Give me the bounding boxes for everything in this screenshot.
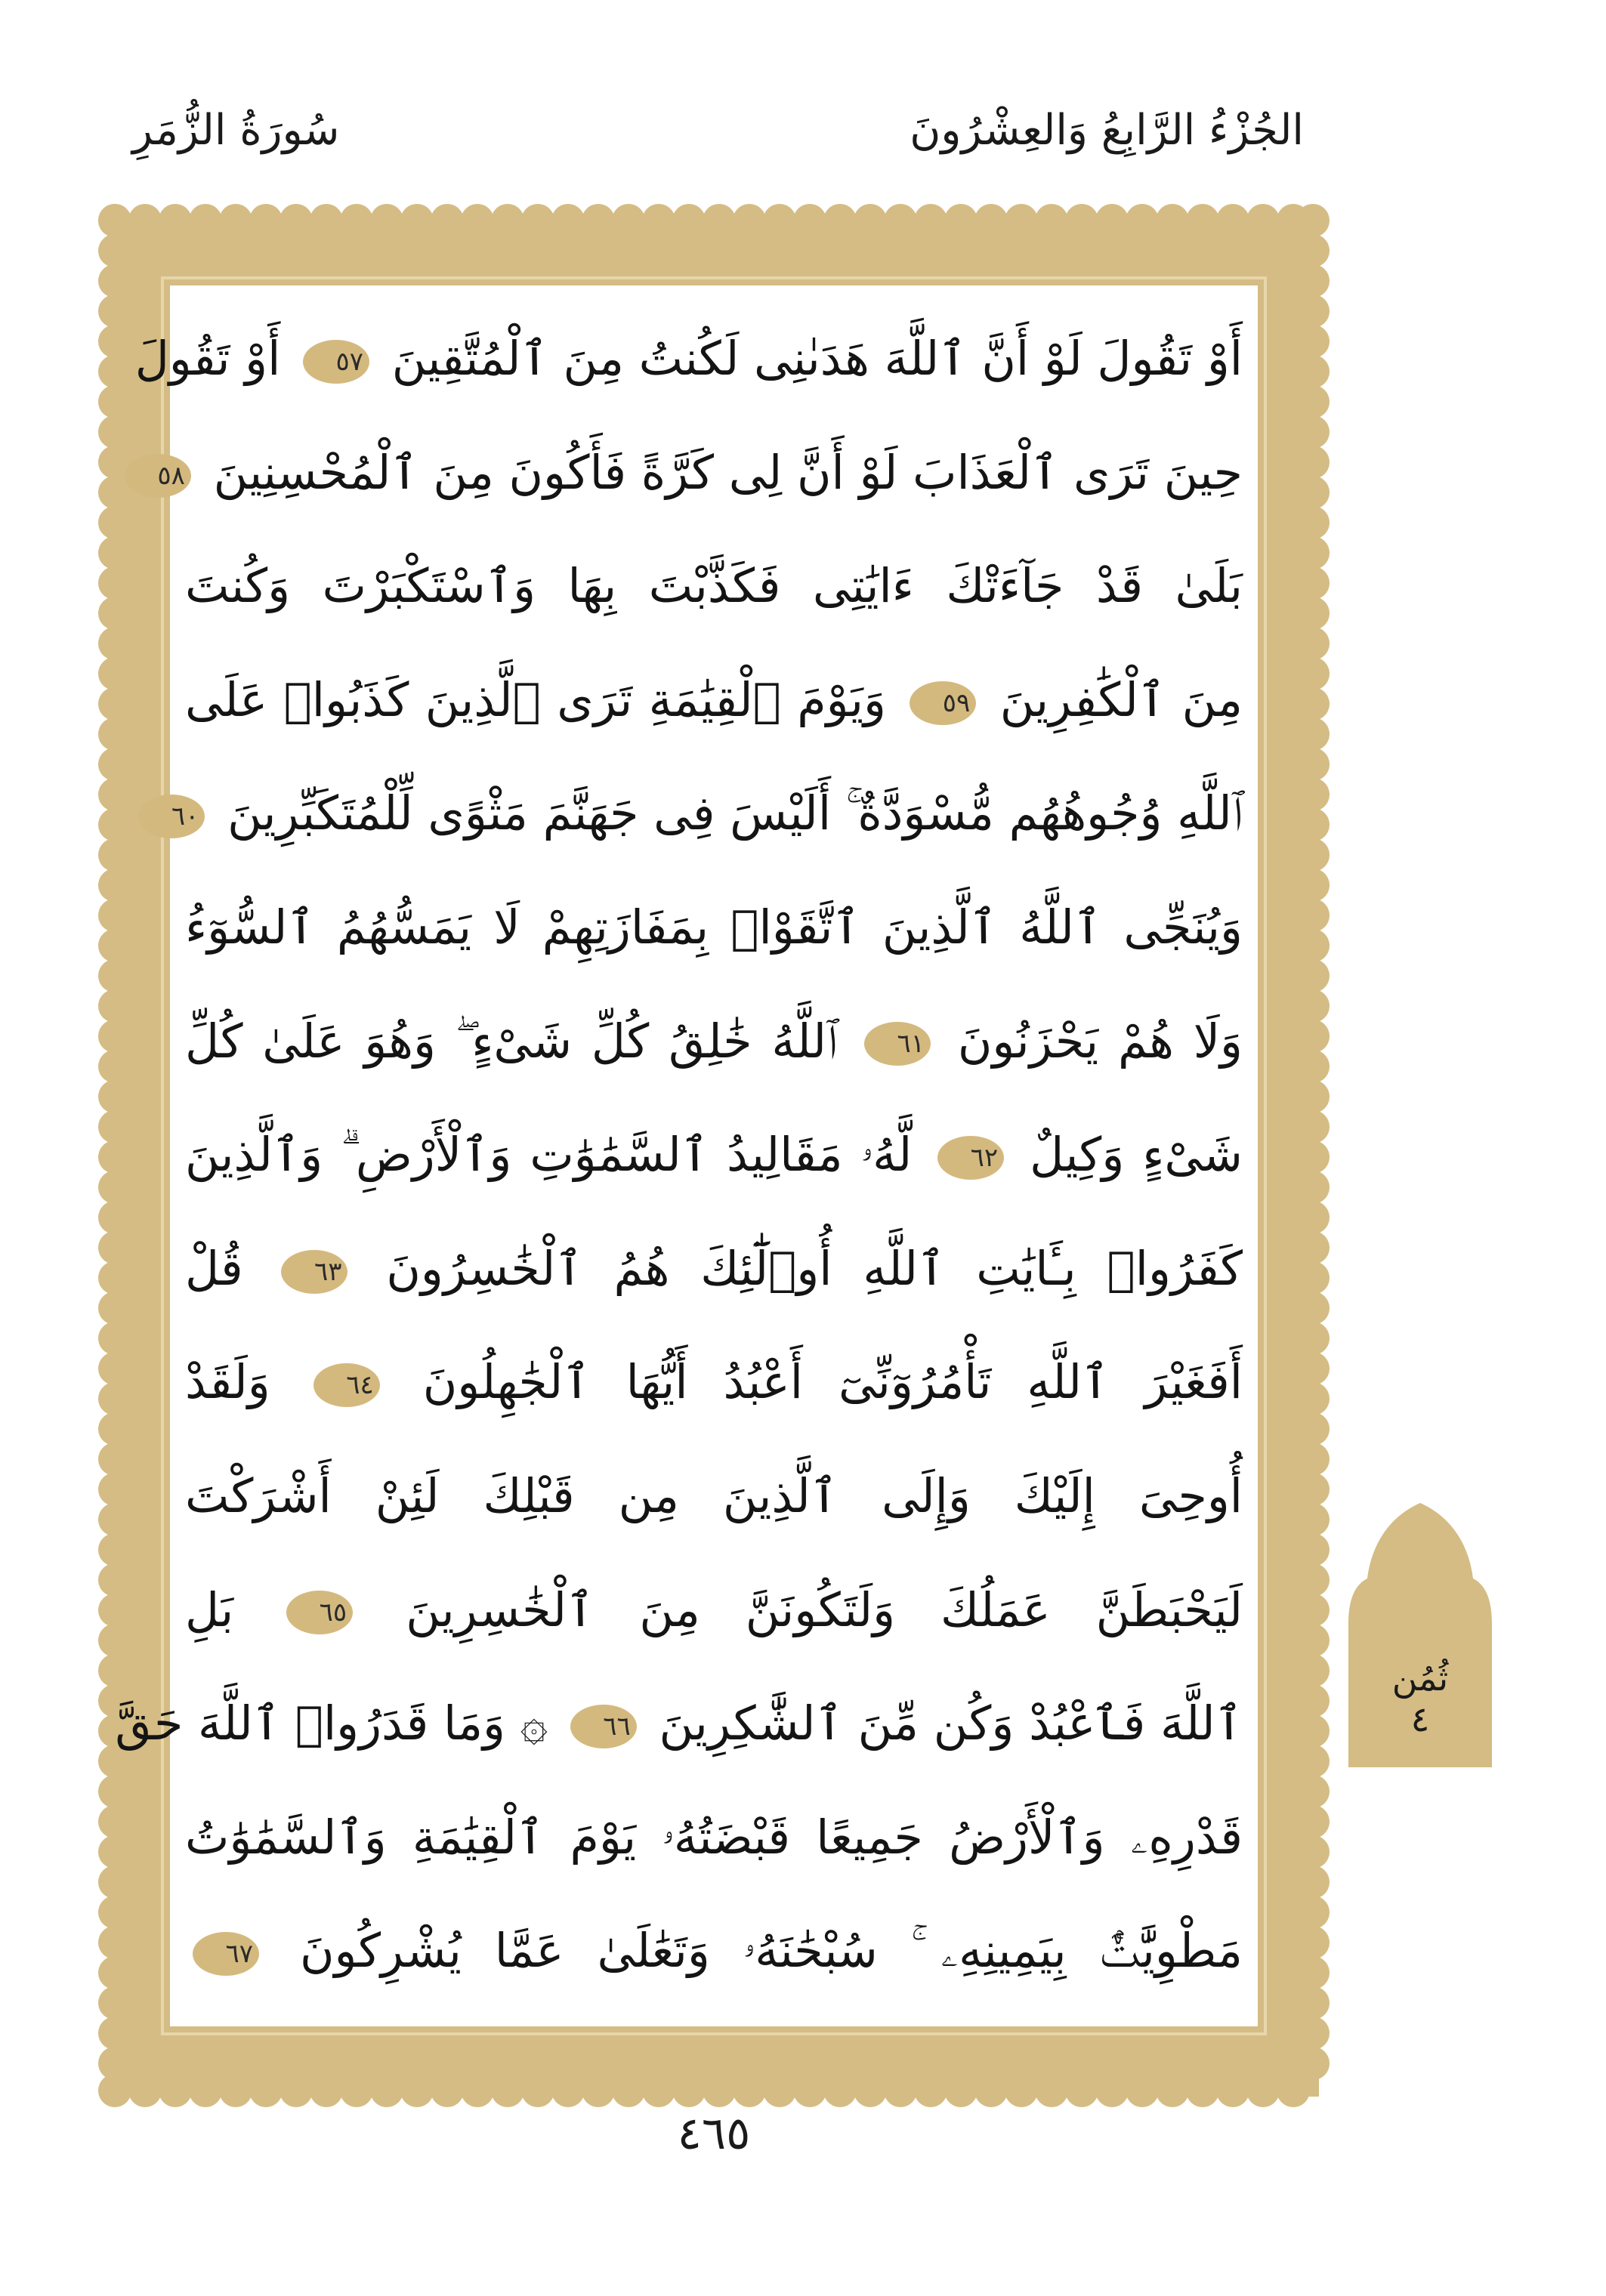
page-number: ٤٦٥ bbox=[677, 2107, 751, 2160]
thumn-label bbox=[1348, 1658, 1492, 1739]
text-line bbox=[171, 757, 1243, 871]
verse-text: أُوحِىَ إِلَيْكَ وَإِلَى ٱلَّذِينَ مِن قَبْلِكَ لَئِنْ أَشْرَكْتَ bbox=[185, 1467, 1243, 1523]
surah-name: سُورَةُ الزُّمَرِ bbox=[132, 106, 340, 155]
text-line bbox=[185, 871, 1243, 985]
verse-text: مَطْوِيَّٰتٌۢ بِيَمِينِهِۦ ۚ سُبْحَٰنَهُۥ وَتَعَٰلَىٰ عَمَّا يُشْرِكُونَ bbox=[299, 1923, 1243, 1979]
text-line bbox=[185, 1098, 1243, 1212]
text-line bbox=[115, 1667, 1243, 1781]
text-line bbox=[185, 1212, 1243, 1326]
ayah-number-marker: ٦٢ bbox=[937, 1136, 1004, 1180]
verse-text: ٱللَّهِ وُجُوهُهُم مُّسْوَدَّةٌ ۚ أَلَيْسَ فِى جَهَنَّمَ مَثْوًى لِّلْمُتَكَبِّرِينَ bbox=[227, 785, 1243, 841]
verse-text: قُلْ bbox=[185, 1240, 243, 1296]
text-line bbox=[185, 529, 1243, 643]
verse-text: وَيُنَجِّى ٱللَّهُ ٱلَّذِينَ ٱتَّقَوْا۟ بِمَفَازَتِهِمْ لَا يَمَسُّهُمُ ٱلسُّوٓءُ bbox=[185, 899, 1243, 955]
juz-name: الجُزْءُ الرَّابِعُ وَالعِشْرُونَ bbox=[910, 106, 1304, 155]
verse-text: وَلَقَدْ bbox=[185, 1354, 270, 1410]
verse-text: ٱللَّهَ فَٱعْبُدْ وَكُن مِّنَ ٱلشَّٰكِرِينَ bbox=[659, 1696, 1243, 1751]
text-line bbox=[134, 302, 1243, 416]
text-line bbox=[157, 416, 1243, 530]
ayah-number-marker: ٦٣ bbox=[281, 1250, 347, 1294]
text-line bbox=[185, 985, 1243, 1099]
ayah-number-marker: ٦٠ bbox=[138, 795, 205, 838]
quran-text bbox=[115, 302, 1243, 2009]
verse-text: قَدْرِهِۦ وَٱلْأَرْضُ جَمِيعًا قَبْضَتُهُۥ يَوْمَ ٱلْقِيَٰمَةِ وَٱلسَّمَٰوَٰتُ bbox=[185, 1809, 1243, 1865]
ayah-number-marker: ٦٤ bbox=[313, 1363, 380, 1407]
ayah-number-marker: ٦٦ bbox=[570, 1705, 637, 1748]
verse-text: بَلَىٰ قَدْ جَآءَتْكَ ءَايَٰتِى فَكَذَّبْتَ بِهَا وَٱسْتَكْبَرْتَ وَكُنتَ bbox=[185, 558, 1243, 614]
ayah-number-marker: ٦٥ bbox=[286, 1591, 353, 1634]
text-line bbox=[185, 1325, 1243, 1440]
ayah-number-marker: ٦٧ bbox=[193, 1932, 259, 1976]
verse-text: بَلِ bbox=[185, 1582, 234, 1637]
thumn-word: ثُمُن bbox=[1391, 1658, 1449, 1699]
text-line bbox=[185, 1440, 1243, 1554]
text-line bbox=[185, 1554, 1243, 1668]
verse-text: شَىْءٍ وَكِيلٌ bbox=[1030, 1127, 1243, 1183]
verse-text: ٱللَّهُ خَٰلِقُ كُلِّ شَىْءٍ ۖ وَهُوَ عَلَىٰ كُلِّ bbox=[185, 1013, 838, 1069]
verse-text: وَيَوْمَ ٱلْقِيَٰمَةِ تَرَى ٱلَّذِينَ كَذَبُوا۟ عَلَى bbox=[185, 671, 886, 727]
text-line bbox=[185, 643, 1243, 758]
verse-text: كَفَرُوا۟ بِـَٔايَٰتِ ٱللَّهِ أُو۟لَٰٓئِكَ هُمُ ٱلْخَٰسِرُونَ bbox=[386, 1240, 1243, 1296]
verse-text: ۞ وَمَا قَدَرُوا۟ ٱللَّهَ حَقَّ bbox=[115, 1696, 548, 1751]
text-line bbox=[185, 1781, 1243, 1895]
thumn-number: ٤ bbox=[1410, 1699, 1430, 1739]
verse-text: حِينَ تَرَى ٱلْعَذَابَ لَوْ أَنَّ لِى كَرَّةً فَأَكُونَ مِنَ ٱلْمُحْسِنِينَ bbox=[213, 444, 1243, 500]
verse-text: أَوْ تَقُولَ bbox=[134, 331, 281, 386]
verse-text: لَيَحْبَطَنَّ عَمَلُكَ وَلَتَكُونَنَّ مِنَ ٱلْخَٰسِرِينَ bbox=[406, 1582, 1243, 1637]
text-line bbox=[185, 1894, 1243, 2008]
ayah-number-marker: ٥٩ bbox=[910, 681, 976, 725]
verse-text: أَوْ تَقُولَ لَوْ أَنَّ ٱللَّهَ هَدَىٰنِى لَكُنتُ مِنَ ٱلْمُتَّقِينَ bbox=[391, 331, 1243, 386]
verse-text: وَلَا هُمْ يَحْزَنُونَ bbox=[957, 1013, 1243, 1069]
verse-text: أَفَغَيْرَ ٱللَّهِ تَأْمُرُوٓنِّىٓ أَعْبُدُ أَيُّهَا ٱلْجَٰهِلُونَ bbox=[422, 1354, 1243, 1410]
verse-text: مِنَ ٱلْكَٰفِرِينَ bbox=[999, 671, 1243, 727]
ayah-number-marker: ٥٨ bbox=[125, 454, 191, 498]
verse-text: لَّهُۥ مَقَالِيدُ ٱلسَّمَٰوَٰتِ وَٱلْأَرْضِ ۗ وَٱلَّذِينَ bbox=[185, 1127, 913, 1183]
ayah-number-marker: ٦١ bbox=[864, 1022, 931, 1066]
ayah-number-marker: ٥٧ bbox=[303, 340, 369, 384]
